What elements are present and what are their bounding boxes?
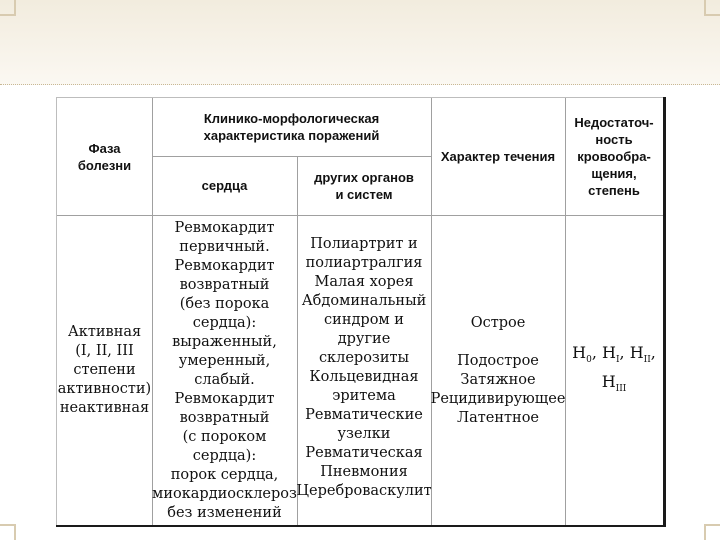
header-phase: Фаза болезни — [77, 140, 132, 173]
body-other-organs: Полиартрит и полиартралгия Малая хорея Абдоминальный синдром и другие склерозиты Кольцевидная эритема Ревматические узелки Ревматическая Пневмония Цереброваскулит — [296, 236, 432, 499]
body-course: Острое Подострое Затяжное Рецидивирующее Латентное — [430, 314, 566, 426]
header-clinical-characteristic: Клинико-морфологическая характеристика поражений — [203, 111, 380, 143]
body-phase: Активная (I, II, III степени активности) неактивная — [57, 324, 152, 416]
corner-ornament — [704, 0, 720, 16]
header-heart: сердца — [201, 178, 248, 193]
corner-ornament — [704, 524, 720, 540]
slide-header-band — [0, 0, 720, 85]
corner-ornament — [0, 524, 16, 540]
rheumatism-classification-table — [56, 97, 664, 527]
corner-ornament — [0, 0, 16, 16]
header-other-organs: других органов и систем — [314, 169, 414, 202]
header-insufficiency: Недостаточ- ность кровообра- щения, степень — [574, 115, 654, 198]
body-insufficiency-degree: $Н_0$, $Н_I$, $Н_{II}$, $Н_{III}$ — [572, 342, 656, 394]
header-course: Характер течения — [440, 149, 556, 164]
table-shadow — [663, 97, 666, 526]
table-shadow — [56, 525, 666, 527]
body-heart: Ревмокардит первичный. Ревмокардит возвратный (без порока сердца): выраженный, умеренный, слабый. Ревмокардит возвратный (с пороком сердца): порок сердца, миокардиосклероз без изменений — [152, 219, 297, 521]
header-divider — [0, 84, 720, 85]
